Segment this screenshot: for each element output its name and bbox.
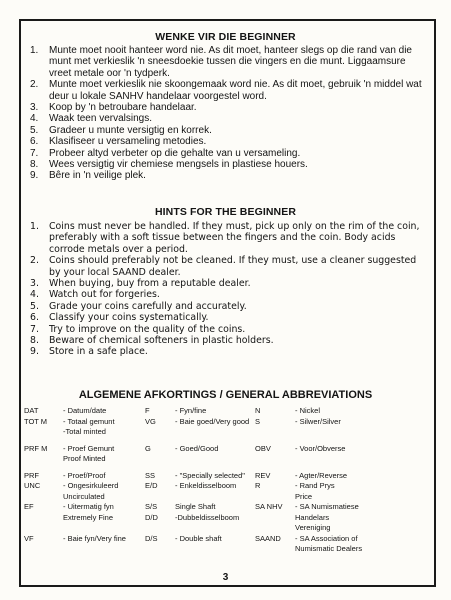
abbr-code: VG (145, 416, 156, 426)
hint-text: Grade your coins carefully and accurately. (49, 300, 247, 312)
abbr-meaning: - Rand Prys (295, 481, 335, 490)
english-heading: HINTS FOR THE BEGINNER (154, 206, 297, 218)
abbr-meaning: - Fyn/fine (175, 406, 207, 415)
abbr-code: DAT (24, 406, 39, 415)
hint-number: 2. (30, 255, 39, 267)
abbr-meaning: Proof Minted (63, 454, 106, 463)
abbr-code: PRF (24, 470, 39, 480)
abbr-code: EF (24, 502, 34, 511)
table-row (24, 544, 365, 555)
abbr-meaning: - Double shaft (175, 533, 222, 543)
abbr-meaning: -Dubbeldisselboom (175, 512, 240, 522)
abbr-code (255, 492, 295, 503)
abbr-meaning (175, 544, 255, 555)
hint-item (30, 289, 422, 300)
hint-number: 4. (30, 113, 39, 125)
abbr-meaning (175, 454, 255, 465)
table-row (24, 465, 365, 482)
abbr-code (24, 513, 63, 524)
abbr-code (24, 427, 63, 438)
hint-item (30, 301, 422, 312)
abbr-meaning: - Ongesirkuleerd (63, 481, 119, 490)
abbr-code: PRF M (24, 443, 48, 453)
abbr-code (145, 544, 175, 555)
abbr-code: TOT M (24, 416, 48, 426)
hint-text: Gradeer u munte versigtig en korrek. (49, 124, 212, 136)
abbr-meaning: Single Shaft (175, 502, 216, 511)
table-row (24, 502, 365, 513)
hint-number: 5. (30, 124, 39, 136)
hint-number: 9. (30, 170, 39, 182)
hint-number: 1. (30, 45, 39, 56)
hint-item (30, 102, 422, 113)
abbr-meaning: Uncirculated (63, 491, 105, 501)
hint-text: Munte moet nooit hanteer word nie. As dit moet, hanteer slegs op die rand van die munt met verkieslik 'n sneesdoekie tussen die vingers en die munt. Liggaamsure vreet metale oor 'n tydperk. (49, 45, 412, 79)
hint-number: 8. (30, 159, 39, 171)
abbr-meaning (63, 523, 145, 534)
abbr-code: VF (24, 533, 34, 543)
hint-text: When buying, buy from a reputable dealer. (49, 278, 251, 290)
hint-text: Classify your coins systematically. (49, 312, 209, 324)
abbr-meaning: - Nickel (295, 406, 321, 415)
hint-item (30, 221, 422, 255)
hint-item (30, 113, 422, 124)
hint-text: Probeer altyd verbeter op die gehalte van u versameling. (49, 147, 301, 159)
abbr-code: D/S (145, 533, 158, 543)
hint-item (30, 335, 422, 346)
table-row (24, 513, 365, 524)
abbr-meaning: Price (295, 491, 313, 501)
abbr-meaning (175, 492, 255, 503)
abbr-meaning: - Agter/Reverse (295, 470, 348, 480)
table-row (24, 492, 365, 503)
abbr-meaning: - SA Numismatiese (295, 502, 359, 511)
abbr-code (255, 427, 295, 438)
english-hints-list (30, 221, 422, 358)
abbr-code: E/D (145, 481, 158, 490)
hint-item (30, 79, 422, 102)
abbr-code: SAAND (255, 533, 281, 543)
abbr-meaning (175, 427, 255, 438)
hint-text: Coins must never be handled. If they must, pick up only on the rim of the coin, preferably with a soft tissue between the fingers and the coin. Body acids corrode metals over a period. (49, 221, 420, 255)
abbr-code: G (145, 443, 151, 453)
abbr-meaning: Vereniging (295, 523, 331, 532)
table-row (24, 454, 365, 465)
abbr-meaning: Numismatic Dealers (295, 544, 363, 553)
abbr-code (255, 454, 295, 465)
hint-item (30, 125, 422, 136)
abbr-meaning: - Totaal gemunt (63, 416, 115, 426)
abbr-code: OBV (255, 443, 271, 453)
table-row (24, 427, 365, 438)
hint-item (30, 170, 422, 181)
abbreviations-table (24, 406, 365, 555)
abbr-code (24, 544, 63, 555)
abbr-code: UNC (24, 481, 41, 490)
hint-item (30, 278, 422, 289)
hint-item (30, 255, 422, 278)
hint-item (30, 346, 422, 357)
hint-text: Koop by 'n betroubare handelaar. (49, 102, 197, 114)
abbr-meaning: - Baie goed/Very good (175, 416, 250, 426)
abbr-code: F (145, 406, 150, 415)
hint-text: Bêre in 'n veilige plek. (49, 170, 146, 182)
abbreviations-heading: ALGEMENE AFKORTINGS / GENERAL ABBREVIATIONS (78, 389, 373, 401)
abbr-code (24, 492, 63, 503)
abbr-meaning: - Proef/Proof (63, 470, 106, 480)
abbr-meaning (63, 544, 145, 555)
table-row (24, 534, 365, 545)
abbr-meaning: - Enkeldisselboom (175, 481, 237, 490)
abbr-meaning: - Voor/Obverse (295, 443, 346, 453)
hint-number: 7. (30, 323, 39, 335)
abbr-meaning: - SA Association of (295, 533, 358, 543)
abbr-code (255, 513, 295, 524)
hint-text: Watch out for forgeries. (49, 289, 160, 301)
hint-text: Try to improve on the quality of the coins. (49, 323, 246, 335)
abbr-code: SA NHV (255, 502, 283, 511)
abbr-code: SS (145, 470, 156, 480)
hint-item (30, 45, 422, 79)
abbr-code: S/S (145, 502, 158, 511)
hint-number: 6. (30, 136, 39, 148)
abbr-meaning: -Total minted (63, 427, 106, 436)
abbr-meaning: Handelars (295, 512, 330, 522)
hint-number: 2. (30, 79, 39, 91)
hint-text: Munte moet verkieslik nie skoongemaak word nie. As dit moet, gebruik 'n middel wat deur u lokale SANHV handelaar voorgestel word. (49, 79, 422, 102)
table-row (24, 417, 365, 428)
abbr-meaning: - Goed/Good (175, 443, 219, 453)
abbr-meaning: - Proef Gemunt (63, 443, 115, 453)
abbr-code (145, 454, 175, 465)
abbr-code: N (255, 406, 261, 415)
afrikaans-heading: WENKE VIR DIE BEGINNER (155, 31, 296, 43)
table-row (24, 523, 365, 534)
table-row (24, 481, 365, 492)
abbr-meaning: - "Specially selected" (175, 470, 245, 480)
hint-item (30, 312, 422, 323)
abbr-code (255, 523, 295, 534)
abbr-meaning: - Baie fyn/Very fine (63, 533, 126, 543)
hint-text: Wees versigtig vir chemiese mengsels in plastiese houers. (49, 159, 308, 171)
abbr-code: REV (255, 470, 271, 480)
hint-number: 3. (30, 278, 39, 290)
page-number: 3 (222, 572, 229, 583)
hint-item (30, 148, 422, 159)
abbr-code (24, 454, 63, 465)
hint-item (30, 136, 422, 147)
hint-number: 5. (30, 300, 39, 312)
hint-text: Waak teen vervalsings. (49, 113, 153, 125)
table-row (24, 406, 365, 417)
abbr-meaning (295, 454, 365, 465)
hint-number: 1. (30, 221, 39, 232)
abbr-meaning (175, 523, 255, 534)
abbr-meaning: Extremely Fine (63, 512, 114, 522)
hint-number: 7. (30, 147, 39, 159)
abbr-code: R (255, 481, 261, 490)
abbr-code: S (255, 416, 261, 426)
table-row (24, 438, 365, 455)
abbr-code (24, 523, 63, 534)
hint-text: Klasifiseer u versameling metodies. (49, 136, 207, 148)
hint-item (30, 324, 422, 335)
abbr-code (145, 427, 175, 438)
hint-text: Beware of chemical softeners in plastic holders. (49, 335, 274, 347)
abbr-code (145, 523, 175, 534)
hint-text: Store in a safe place. (49, 346, 148, 358)
abbr-meaning: - Datum/date (63, 406, 107, 415)
hint-number: 3. (30, 102, 39, 114)
abbr-meaning (295, 427, 365, 438)
abbr-code: D/D (145, 512, 158, 522)
afrikaans-hints-list (30, 45, 422, 182)
hint-item (30, 159, 422, 170)
hint-number: 6. (30, 312, 39, 324)
hint-number: 4. (30, 289, 39, 301)
abbr-meaning: - Uitermatig fyn (63, 502, 114, 511)
hint-number: 9. (30, 346, 39, 358)
abbr-code (145, 492, 175, 503)
hint-number: 8. (30, 335, 39, 347)
hint-text: Coins should preferably not be cleaned. If they must, use a cleaner suggested by your local SAAND dealer. (49, 255, 417, 278)
abbr-code (255, 544, 295, 555)
abbr-meaning: - Silwer/Silver (295, 416, 341, 426)
